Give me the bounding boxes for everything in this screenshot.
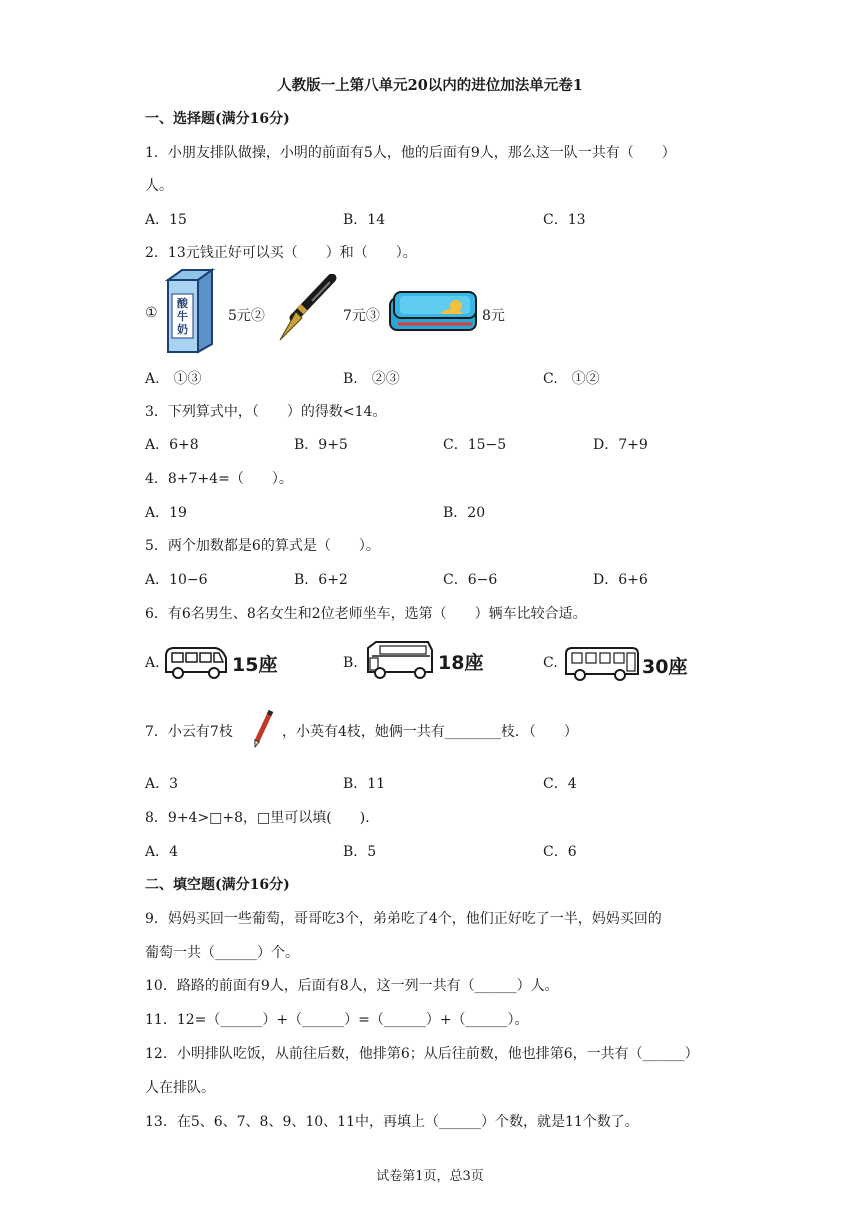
- q3-text: 3．下列算式中，（ ）的得数<14。: [145, 404, 387, 420]
- q6-seat-b: 18座: [438, 652, 484, 674]
- q8-option-c: C．6: [543, 844, 577, 860]
- q2-option-a: A. ①③: [145, 371, 202, 387]
- q12-text-cont: 人在排队。: [145, 1080, 215, 1096]
- q5-option-b: B．6+2: [294, 572, 348, 588]
- q11-text: 11．12=（______）+（______）=（______）+（______）。: [145, 1012, 529, 1028]
- q3-option-a: A．6+8: [145, 437, 199, 453]
- q7-text-pre: 7．小云有7枝: [145, 724, 233, 740]
- q2-price-2: 7元③: [343, 308, 380, 324]
- q4-option-a: A．19: [145, 505, 187, 521]
- q1-text-cont: 人。: [145, 178, 173, 194]
- q7-text-post: ，小英有4枝，她俩一共有________枝．（ ）: [282, 724, 578, 740]
- q2-item-1-marker: ①: [145, 305, 158, 321]
- pencil-box-icon: [388, 290, 480, 334]
- q2-price-1: 5元②: [228, 308, 265, 324]
- q6-option-b: B.: [343, 655, 358, 671]
- q7-option-c: C．4: [543, 776, 577, 792]
- fountain-pen-icon: [272, 274, 338, 344]
- section-fill-heading: 二、填空题(满分16分): [145, 877, 290, 893]
- q6-option-c: C.: [543, 655, 558, 671]
- q5-text: 5．两个加数都是6的算式是（ ）。: [145, 538, 380, 554]
- pencil-icon: [250, 708, 276, 748]
- q10-text: 10．路路的前面有9人，后面有8人，这一列一共有（______）人。: [145, 978, 559, 994]
- q5-option-a: A．10−6: [145, 572, 208, 588]
- q6-option-a: A.: [145, 655, 160, 671]
- city-bus-icon: [562, 644, 640, 682]
- q7-option-b: B．11: [343, 776, 386, 792]
- q2-option-c: C. ①②: [543, 371, 600, 387]
- q6-text: 6．有6名男生、8名女生和2位老师坐车，选第（ ）辆车比较合适。: [145, 606, 587, 622]
- milk-label-3: 奶: [177, 323, 188, 336]
- q13-text: 13．在5、6、7、8、9、10、11中，再填上（______）个数，就是11个数了。: [145, 1114, 639, 1130]
- q1-text: 1．小朋友排队做操，小明的前面有5人，他的后面有9人，那么这一队一共有（ ）: [145, 145, 676, 161]
- q8-text: 8．9+4>□+8，□里可以填( )．: [145, 810, 380, 826]
- q4-option-b: B．20: [443, 505, 486, 521]
- page-footer: 试卷第1页，总3页: [376, 1169, 484, 1184]
- q7-option-a: A．3: [145, 776, 179, 792]
- q8-option-b: B．5: [343, 844, 377, 860]
- milk-carton-icon: [162, 268, 218, 354]
- q5-option-d: D．6+6: [593, 572, 648, 588]
- page-title: 人教版一上第八单元20以内的进位加法单元卷1: [277, 77, 583, 94]
- q8-option-a: A．4: [145, 844, 179, 860]
- q9-text-cont: 葡萄一共（______）个。: [145, 945, 299, 961]
- q6-seat-a: 15座: [232, 654, 278, 676]
- q1-option-a: A．15: [145, 212, 187, 228]
- q1-option-c: C．13: [543, 212, 586, 228]
- van-icon: [162, 644, 230, 680]
- q9-text: 9．妈妈买回一些葡萄，哥哥吃3个，弟弟吃了4个，他们正好吃了一半，妈妈买回的: [145, 911, 662, 927]
- q1-option-b: B．14: [343, 212, 386, 228]
- q4-text: 4．8+7+4=（ ）。: [145, 471, 293, 487]
- coach-bus-icon: [362, 640, 434, 680]
- q3-option-b: B．9+5: [294, 437, 348, 453]
- q3-option-d: D．7+9: [593, 437, 648, 453]
- q3-option-c: C．15−5: [443, 437, 507, 453]
- section-choice-heading: 一、选择题(满分16分): [145, 111, 290, 127]
- q5-option-c: C．6−6: [443, 572, 498, 588]
- q2-price-3: 8元: [482, 308, 505, 324]
- milk-label-2: 牛: [177, 310, 188, 323]
- q2-option-b: B. ②③: [343, 371, 400, 387]
- milk-label-1: 酸: [177, 297, 188, 310]
- q2-text: 2．13元钱正好可以买（ ）和（ ）。: [145, 245, 417, 261]
- q6-seat-c: 30座: [642, 656, 688, 678]
- q12-text: 12．小明排队吃饭，从前往后数，他排第6；从后往前数，他也排第6，一共有（______）: [145, 1046, 699, 1062]
